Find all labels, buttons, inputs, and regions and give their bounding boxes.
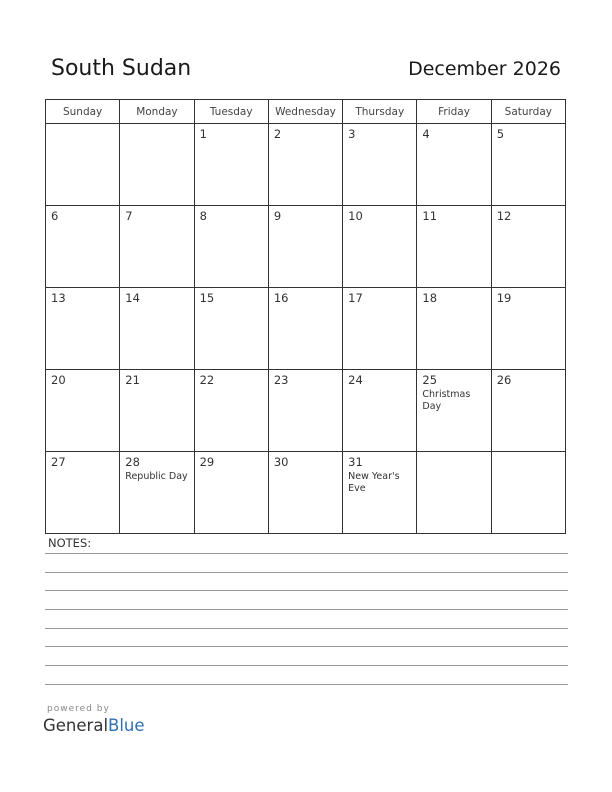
day-number: 25 — [422, 373, 438, 387]
brand-logo[interactable] — [43, 716, 145, 735]
brand-general: General — [43, 716, 109, 735]
weekday-header: Wednesday — [268, 100, 342, 124]
day-number: 3 — [348, 127, 356, 141]
day-cell[interactable] — [343, 206, 417, 288]
day-number: 22 — [199, 373, 215, 387]
weekday-header: Saturday — [491, 100, 565, 124]
month-title: December 2026 — [408, 58, 561, 80]
day-number: 9 — [273, 209, 282, 223]
holiday-label: Republic Day — [125, 471, 188, 482]
day-number: 6 — [51, 209, 59, 223]
day-cell[interactable] — [268, 452, 342, 534]
day-cell[interactable] — [417, 288, 491, 370]
day-cell[interactable] — [343, 370, 417, 452]
day-number: 30 — [273, 455, 289, 469]
day-cell[interactable] — [268, 288, 342, 370]
day-cell[interactable] — [46, 288, 120, 370]
day-number: 14 — [125, 291, 140, 305]
notes-line — [45, 628, 568, 629]
day-number: 1 — [199, 127, 207, 141]
week-row — [46, 206, 566, 288]
day-number: 8 — [199, 209, 207, 223]
week-row — [46, 124, 566, 206]
day-number: 27 — [51, 455, 66, 469]
notes-line — [45, 646, 568, 647]
day-cell[interactable] — [194, 124, 268, 206]
weekday-header-row — [46, 100, 566, 124]
day-number: 16 — [273, 291, 289, 305]
powered-by-text: powered by — [47, 704, 110, 714]
day-cell[interactable] — [268, 206, 342, 288]
day-cell[interactable] — [268, 124, 342, 206]
day-cell[interactable] — [120, 452, 194, 534]
day-cell[interactable] — [343, 124, 417, 206]
day-cell[interactable] — [194, 206, 268, 288]
day-cell[interactable] — [120, 370, 194, 452]
notes-line — [45, 609, 568, 610]
weekday-header: Thursday — [343, 100, 417, 124]
day-cell[interactable] — [343, 288, 417, 370]
day-number: 13 — [51, 291, 66, 305]
day-number: 17 — [348, 291, 363, 305]
day-number: 19 — [496, 291, 512, 305]
day-cell[interactable] — [417, 206, 491, 288]
week-row — [46, 370, 566, 452]
day-cell[interactable] — [417, 370, 491, 452]
day-cell[interactable] — [46, 370, 120, 452]
day-cell[interactable] — [491, 288, 565, 370]
notes-line — [45, 665, 568, 666]
day-cell[interactable] — [491, 124, 565, 206]
notes-line — [45, 590, 568, 591]
notes-label: NOTES: — [48, 536, 92, 550]
day-number: 11 — [422, 209, 438, 223]
day-cell[interactable] — [491, 452, 565, 534]
notes-line — [45, 684, 568, 685]
week-row — [46, 288, 566, 370]
day-cell[interactable] — [194, 288, 268, 370]
holiday-label: New Year's Eve — [348, 471, 400, 494]
day-cell[interactable] — [120, 288, 194, 370]
weekday-header: Monday — [120, 100, 194, 124]
day-cell[interactable] — [120, 206, 194, 288]
day-cell[interactable] — [491, 370, 565, 452]
week-row — [46, 452, 566, 534]
notes-line — [45, 553, 568, 554]
day-number: 10 — [348, 209, 363, 223]
day-number: 21 — [125, 373, 140, 387]
brand-blue: Blue — [108, 716, 145, 735]
day-number: 31 — [348, 455, 363, 469]
day-number: 20 — [51, 373, 66, 387]
day-cell[interactable] — [417, 452, 491, 534]
calendar-grid — [45, 99, 566, 534]
day-cell[interactable] — [120, 124, 194, 206]
day-cell[interactable] — [417, 124, 491, 206]
country-title: South Sudan — [51, 56, 192, 81]
holiday-label: Christmas Day — [422, 389, 471, 412]
day-number: 12 — [496, 209, 512, 223]
day-cell[interactable] — [268, 370, 342, 452]
day-cell[interactable] — [194, 370, 268, 452]
day-number: 24 — [348, 373, 363, 387]
day-number: 4 — [422, 127, 430, 141]
weekday-header: Tuesday — [194, 100, 268, 124]
day-number: 15 — [199, 291, 215, 305]
day-cell[interactable] — [46, 124, 120, 206]
day-number: 18 — [422, 291, 438, 305]
day-number: 5 — [496, 127, 505, 141]
day-number: 23 — [273, 373, 289, 387]
day-number: 28 — [125, 455, 140, 469]
day-cell[interactable] — [46, 206, 120, 288]
weekday-header: Sunday — [46, 100, 120, 124]
day-number: 29 — [199, 455, 215, 469]
day-cell[interactable] — [343, 452, 417, 534]
day-number: 26 — [496, 373, 512, 387]
day-cell[interactable] — [194, 452, 268, 534]
day-number: 2 — [273, 127, 282, 141]
day-cell[interactable] — [46, 452, 120, 534]
weekday-header: Friday — [417, 100, 491, 124]
notes-line — [45, 572, 568, 573]
day-number: 7 — [125, 209, 133, 223]
day-cell[interactable] — [491, 206, 565, 288]
